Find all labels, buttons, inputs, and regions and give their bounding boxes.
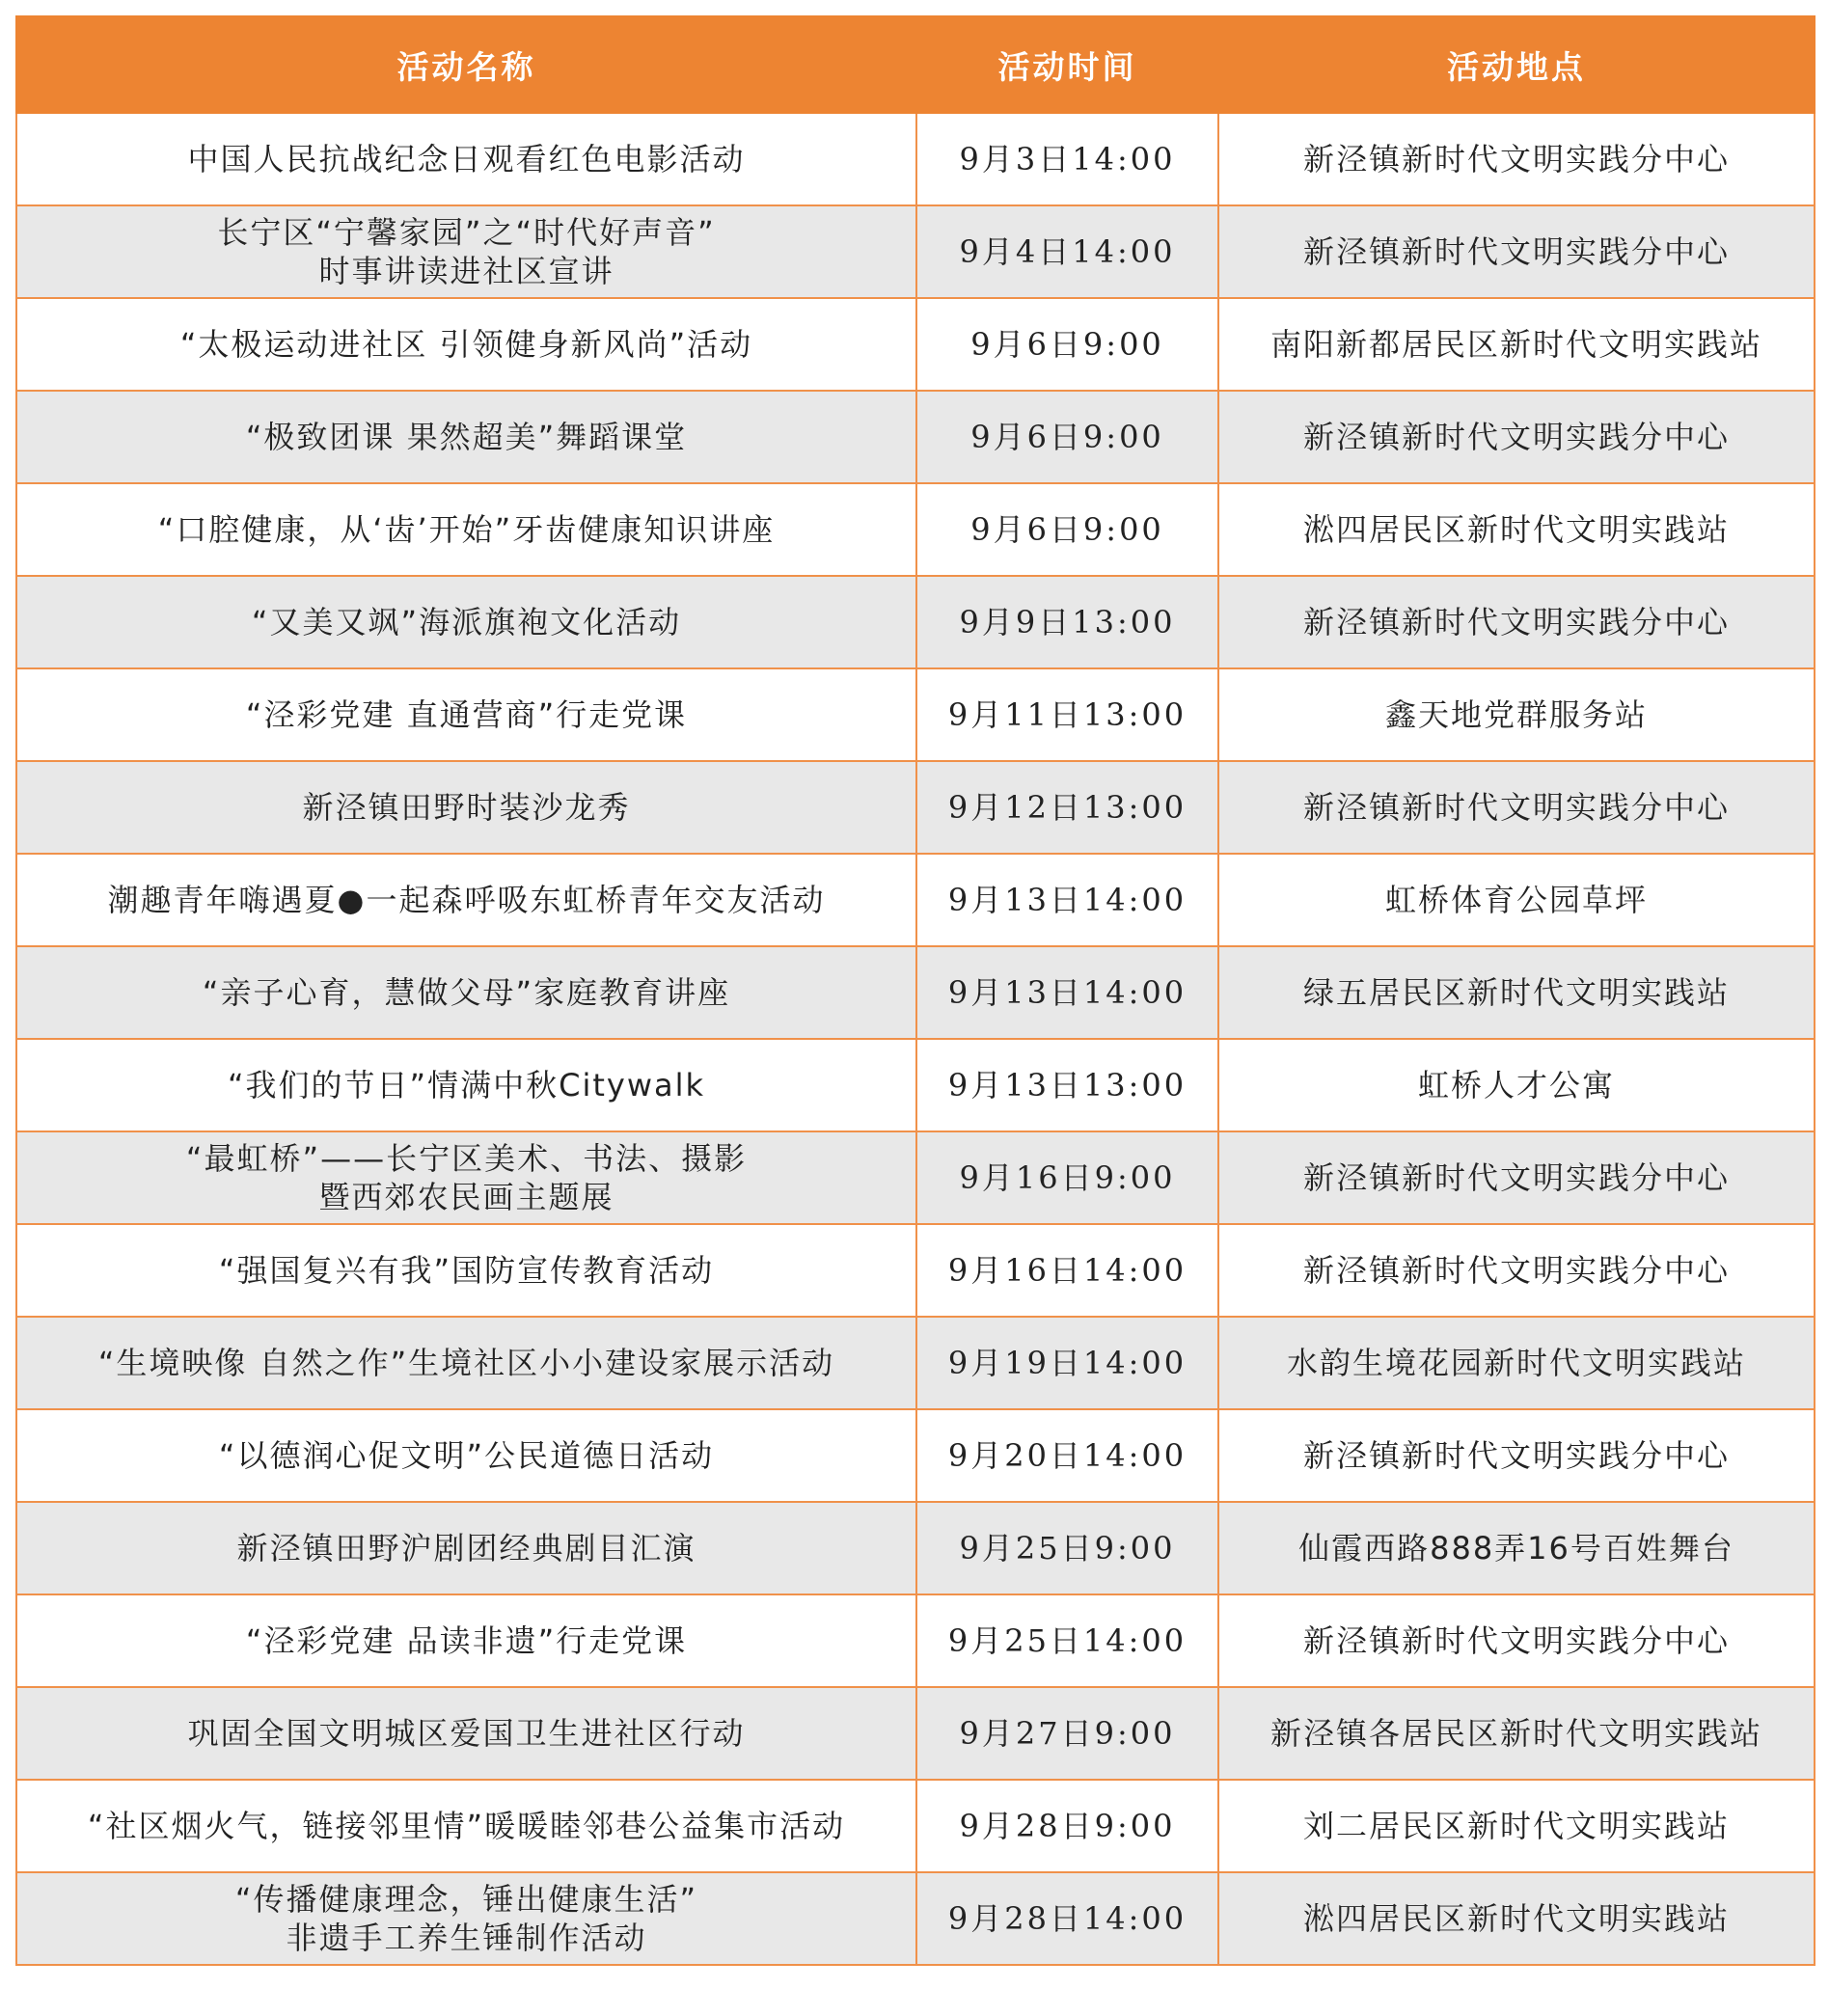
header-activity-place: 活动地点 bbox=[1218, 16, 1815, 113]
table-header bbox=[16, 16, 1815, 113]
activity-time: 9月16日14:00 bbox=[916, 1224, 1218, 1317]
activity-name: “口腔健康，从‘齿’开始”牙齿健康知识讲座 bbox=[157, 511, 776, 548]
table-row bbox=[16, 854, 1815, 946]
activity-time: 9月25日14:00 bbox=[916, 1594, 1218, 1687]
activity-name-cell bbox=[16, 1224, 916, 1317]
table-row bbox=[16, 668, 1815, 761]
table-row bbox=[16, 1872, 1815, 1965]
header-row bbox=[16, 16, 1815, 113]
activity-time: 9月13日14:00 bbox=[916, 854, 1218, 946]
activity-place: 淞四居民区新时代文明实践站 bbox=[1218, 1872, 1815, 1965]
activity-name: “亲子心育，慧做父母”家庭教育讲座 bbox=[202, 974, 731, 1011]
activity-time: 9月20日14:00 bbox=[916, 1409, 1218, 1502]
table-row bbox=[16, 391, 1815, 483]
activity-place: 新泾镇新时代文明实践分中心 bbox=[1218, 761, 1815, 854]
activity-place: 新泾镇新时代文明实践分中心 bbox=[1218, 1131, 1815, 1224]
table-row bbox=[16, 113, 1815, 205]
table-row bbox=[16, 1317, 1815, 1409]
table-row bbox=[16, 483, 1815, 576]
activity-name-cell bbox=[16, 576, 916, 668]
activity-place: 虹桥人才公寓 bbox=[1218, 1039, 1815, 1131]
activity-name: “社区烟火气，链接邻里情”暖暖睦邻巷公益集市活动 bbox=[87, 1808, 846, 1844]
activity-name-cell bbox=[16, 854, 916, 946]
activity-name-cell bbox=[16, 1872, 916, 1965]
activity-place: 水韵生境花园新时代文明实践站 bbox=[1218, 1317, 1815, 1409]
activity-place: 新泾镇新时代文明实践分中心 bbox=[1218, 1409, 1815, 1502]
activity-name: “传播健康理念，锤出健康生活” 非遗手工养生锤制作活动 bbox=[234, 1881, 698, 1956]
table-row bbox=[16, 1780, 1815, 1872]
activity-place: 新泾镇新时代文明实践分中心 bbox=[1218, 576, 1815, 668]
table-row bbox=[16, 205, 1815, 298]
table-body bbox=[16, 113, 1815, 1965]
table-row bbox=[16, 298, 1815, 391]
activity-name-cell bbox=[16, 391, 916, 483]
activity-place: 新泾镇新时代文明实践分中心 bbox=[1218, 113, 1815, 205]
table-row bbox=[16, 946, 1815, 1039]
activity-place: 新泾镇新时代文明实践分中心 bbox=[1218, 1594, 1815, 1687]
activity-name-cell bbox=[16, 205, 916, 298]
activity-place: 新泾镇各居民区新时代文明实践站 bbox=[1218, 1687, 1815, 1780]
activity-name: 中国人民抗战纪念日观看红色电影活动 bbox=[187, 141, 746, 177]
activity-place: 绿五居民区新时代文明实践站 bbox=[1218, 946, 1815, 1039]
activity-name: 巩固全国文明城区爱国卫生进社区行动 bbox=[187, 1715, 746, 1752]
activity-name-cell bbox=[16, 1502, 916, 1594]
activity-name-cell bbox=[16, 483, 916, 576]
activity-place: 新泾镇新时代文明实践分中心 bbox=[1218, 391, 1815, 483]
activity-time: 9月6日9:00 bbox=[916, 298, 1218, 391]
header-activity-time: 活动时间 bbox=[916, 16, 1218, 113]
activity-name: “太极运动进社区 引领健身新风尚”活动 bbox=[179, 326, 753, 363]
activity-name-cell bbox=[16, 1687, 916, 1780]
activity-name-cell bbox=[16, 1594, 916, 1687]
activity-name: “以德润心促文明”公民道德日活动 bbox=[218, 1437, 715, 1474]
activity-time: 9月6日9:00 bbox=[916, 483, 1218, 576]
activity-name-cell bbox=[16, 946, 916, 1039]
activity-name: “最虹桥”——长宁区美术、书法、摄影 暨西郊农民画主题展 bbox=[185, 1140, 748, 1215]
activity-name-cell bbox=[16, 1039, 916, 1131]
activity-place: 虹桥体育公园草坪 bbox=[1218, 854, 1815, 946]
activity-name: “又美又飒”海派旗袍文化活动 bbox=[251, 604, 682, 640]
activity-name: “泾彩党建 直通营商”行走党课 bbox=[245, 696, 688, 733]
activity-time: 9月4日14:00 bbox=[916, 205, 1218, 298]
table-row bbox=[16, 761, 1815, 854]
activity-name-cell bbox=[16, 1409, 916, 1502]
activity-time: 9月16日9:00 bbox=[916, 1131, 1218, 1224]
activity-name-cell bbox=[16, 298, 916, 391]
activity-time: 9月3日14:00 bbox=[916, 113, 1218, 205]
table-row bbox=[16, 1502, 1815, 1594]
activity-name: 新泾镇田野时装沙龙秀 bbox=[302, 789, 631, 826]
activity-time: 9月28日14:00 bbox=[916, 1872, 1218, 1965]
activity-time: 9月12日13:00 bbox=[916, 761, 1218, 854]
table-row bbox=[16, 1131, 1815, 1224]
activity-schedule-table-container bbox=[15, 15, 1814, 1966]
activity-place: 淞四居民区新时代文明实践站 bbox=[1218, 483, 1815, 576]
activity-time: 9月19日14:00 bbox=[916, 1317, 1218, 1409]
table-row bbox=[16, 1594, 1815, 1687]
activity-name: “强国复兴有我”国防宣传教育活动 bbox=[218, 1252, 715, 1289]
activity-name: “极致团课 果然超美”舞蹈课堂 bbox=[245, 419, 688, 455]
activity-name: “我们的节日”情满中秋Citywalk bbox=[227, 1067, 706, 1103]
table-row bbox=[16, 1687, 1815, 1780]
activity-name-cell bbox=[16, 668, 916, 761]
activity-time: 9月13日13:00 bbox=[916, 1039, 1218, 1131]
activity-time: 9月6日9:00 bbox=[916, 391, 1218, 483]
activity-name-cell bbox=[16, 1131, 916, 1224]
activity-name-cell bbox=[16, 1780, 916, 1872]
activity-name: 长宁区“宁馨家园”之“时代好声音” 时事讲读进社区宣讲 bbox=[217, 214, 716, 289]
activity-time: 9月9日13:00 bbox=[916, 576, 1218, 668]
activity-place: 刘二居民区新时代文明实践站 bbox=[1218, 1780, 1815, 1872]
activity-time: 9月27日9:00 bbox=[916, 1687, 1218, 1780]
activity-place: 新泾镇新时代文明实践分中心 bbox=[1218, 205, 1815, 298]
activity-name-cell bbox=[16, 113, 916, 205]
activity-place: 南阳新都居民区新时代文明实践站 bbox=[1218, 298, 1815, 391]
activity-place: 新泾镇新时代文明实践分中心 bbox=[1218, 1224, 1815, 1317]
activity-name: 潮趣青年嗨遇夏●一起森呼吸东虹桥青年交友活动 bbox=[107, 882, 826, 918]
activity-name-cell bbox=[16, 1317, 916, 1409]
activity-time: 9月11日13:00 bbox=[916, 668, 1218, 761]
header-activity-name: 活动名称 bbox=[16, 16, 916, 113]
table-row bbox=[16, 1039, 1815, 1131]
activity-time: 9月25日9:00 bbox=[916, 1502, 1218, 1594]
activity-time: 9月28日9:00 bbox=[916, 1780, 1218, 1872]
activity-name-cell bbox=[16, 761, 916, 854]
activity-name: “泾彩党建 品读非遗”行走党课 bbox=[245, 1622, 688, 1659]
activity-schedule-table bbox=[15, 15, 1815, 1966]
activity-name: 新泾镇田野沪剧团经典剧目汇演 bbox=[236, 1530, 696, 1566]
activity-name: “生境映像 自然之作”生境社区小小建设家展示活动 bbox=[97, 1345, 835, 1381]
activity-place: 鑫天地党群服务站 bbox=[1218, 668, 1815, 761]
activity-place: 仙霞西路888弄16号百姓舞台 bbox=[1218, 1502, 1815, 1594]
activity-time: 9月13日14:00 bbox=[916, 946, 1218, 1039]
table-row bbox=[16, 1224, 1815, 1317]
table-row bbox=[16, 576, 1815, 668]
table-row bbox=[16, 1409, 1815, 1502]
